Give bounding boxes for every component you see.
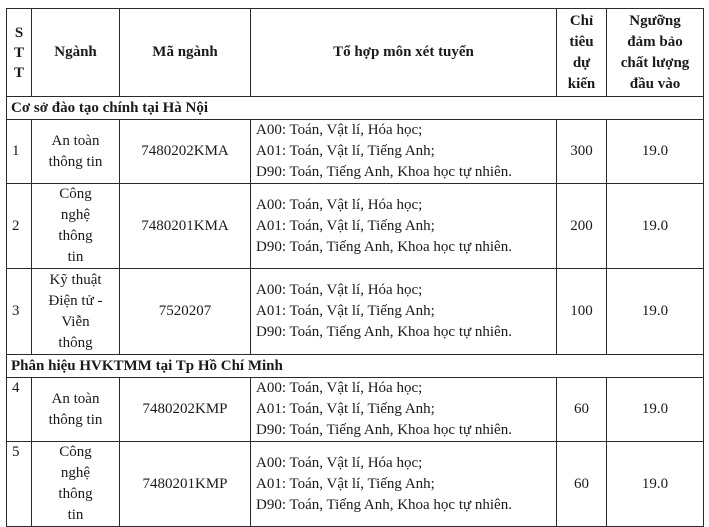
section-row: [7, 355, 704, 378]
combo-line: D90: Toán, Tiếng Anh, Khoa học tự nhiên.: [256, 238, 512, 255]
section-title: Phân hiệu HVKTMM tại Tp Hồ Chí Minh: [7, 355, 704, 378]
table-row: [7, 120, 704, 184]
row-quota: 60: [557, 378, 607, 442]
combo-line: A00: Toán, Vật lí, Hóa học;: [256, 282, 423, 298]
table-row: [7, 378, 704, 442]
section-row: [7, 97, 704, 120]
table-row: [7, 269, 704, 355]
admissions-table: [6, 8, 704, 527]
row-quota: 100: [557, 269, 607, 355]
table-row: [7, 442, 704, 527]
header-quota: Chỉ tiêu dự kiến: [557, 9, 607, 97]
combo-line: A00: Toán, Vật lí, Hóa học;: [256, 122, 423, 138]
row-combos: [251, 184, 557, 269]
row-major: Kỹ thuật Điện tử - Viễn thông: [32, 269, 120, 355]
header-code: Mã ngành: [120, 9, 251, 97]
header-stt: [7, 9, 32, 97]
header-stt-letter: T: [13, 64, 24, 81]
row-major: Công nghệ thông tin: [32, 442, 120, 527]
row-stt: 1: [7, 120, 32, 184]
row-combos: [251, 269, 557, 355]
header-stt-letter: T: [13, 44, 24, 61]
row-code: 7480202KMA: [120, 120, 251, 184]
row-code: 7480201KMP: [120, 442, 251, 527]
row-major: Công nghệ thông tin: [32, 184, 120, 269]
table-row: [7, 184, 704, 269]
row-threshold: 19.0: [607, 378, 704, 442]
header-threshold: Ngưỡng đảm bảo chất lượng đầu vào: [607, 9, 704, 97]
row-code: 7480202KMP: [120, 378, 251, 442]
combo-line: A00: Toán, Vật lí, Hóa học;: [256, 196, 423, 213]
combo-line: A01: Toán, Vật lí, Tiếng Anh;: [256, 143, 435, 159]
row-major: An toàn thông tin: [32, 378, 120, 442]
row-quota: 60: [557, 442, 607, 527]
row-quota: 200: [557, 184, 607, 269]
row-threshold: 19.0: [607, 184, 704, 269]
row-stt: 2: [7, 184, 32, 269]
row-quota: 300: [557, 120, 607, 184]
row-combos: [251, 120, 557, 184]
combo-line: D90: Toán, Tiếng Anh, Khoa học tự nhiên.: [256, 164, 512, 180]
header-major: Ngành: [32, 9, 120, 97]
row-threshold: 19.0: [607, 442, 704, 527]
row-code: 7480201KMA: [120, 184, 251, 269]
combo-line: A00: Toán, Vật lí, Hóa học;: [256, 380, 423, 396]
combo-line: D90: Toán, Tiếng Anh, Khoa học tự nhiên.: [256, 324, 512, 340]
header-combo: Tổ hợp môn xét tuyển: [251, 9, 557, 97]
row-major: An toàn thông tin: [32, 120, 120, 184]
row-combos: [251, 378, 557, 442]
combo-line: A01: Toán, Vật lí, Tiếng Anh;: [256, 303, 435, 319]
row-stt: 4: [7, 378, 32, 442]
row-threshold: 19.0: [607, 269, 704, 355]
row-stt: 5: [7, 442, 32, 527]
combo-line: A00: Toán, Vật lí, Hóa học;: [256, 454, 423, 471]
combo-line: A01: Toán, Vật lí, Tiếng Anh;: [256, 475, 435, 492]
row-threshold: 19.0: [607, 120, 704, 184]
section-title: Cơ sở đào tạo chính tại Hà Nội: [7, 97, 704, 120]
row-stt: 3: [7, 269, 32, 355]
combo-line: D90: Toán, Tiếng Anh, Khoa học tự nhiên.: [256, 422, 512, 438]
combo-line: D90: Toán, Tiếng Anh, Khoa học tự nhiên.: [256, 496, 512, 513]
row-code: 7520207: [120, 269, 251, 355]
combo-line: A01: Toán, Vật lí, Tiếng Anh;: [256, 401, 435, 417]
header-stt-letter: S: [14, 24, 24, 41]
table-header-row: [7, 9, 704, 97]
combo-line: A01: Toán, Vật lí, Tiếng Anh;: [256, 217, 435, 234]
row-combos: [251, 442, 557, 527]
